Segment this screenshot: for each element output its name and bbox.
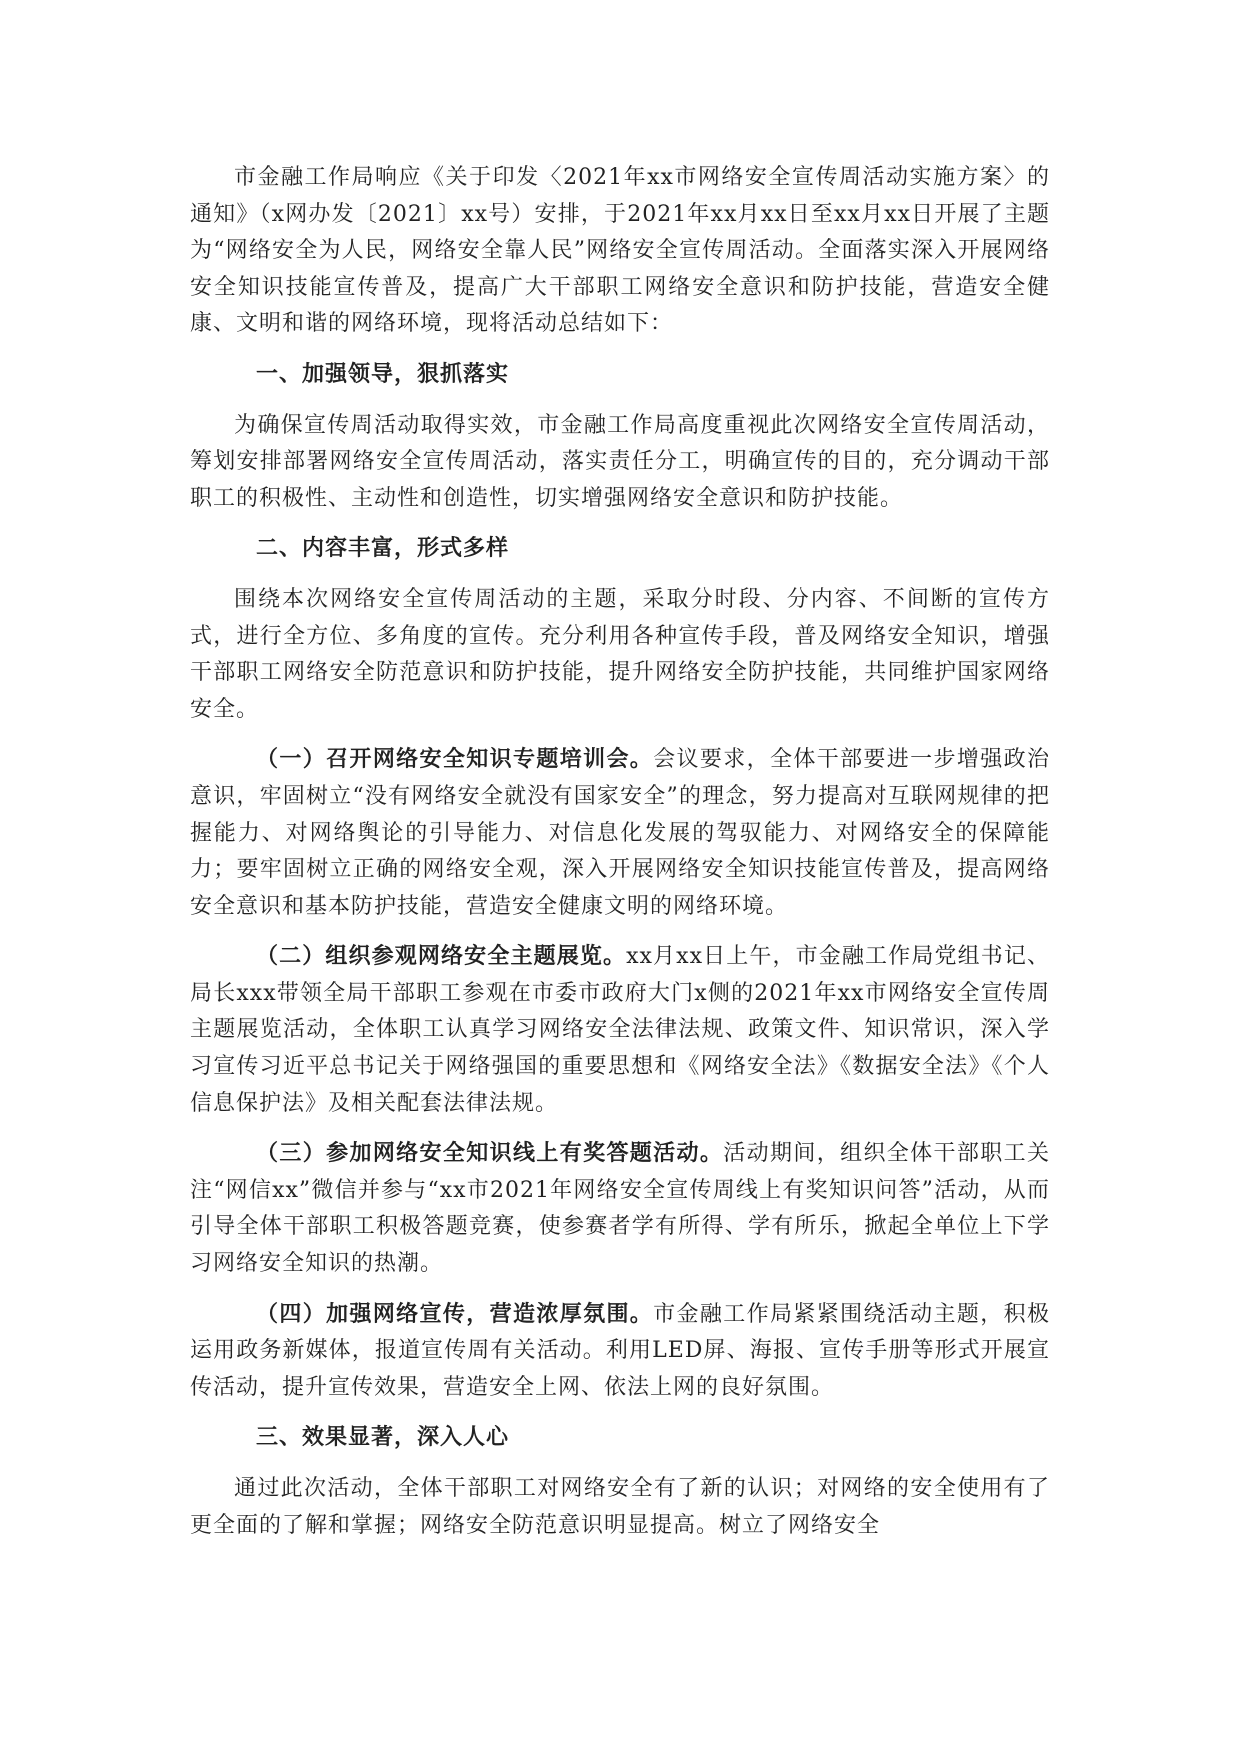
item-3-lead: （三）参加网络安全知识线上有奖答题活动。 <box>256 1141 724 1167</box>
section-1-body: 为确保宣传周活动取得实效，市金融工作局高度重视此次网络安全宣传周活动，筹划安排部署网络安全宣传周活动，落实责任分工，明确宣传的目的，充分调动干部职工的积极性、主动性和创造性，切实增强网络安全意识和防护技能。 <box>190 412 1050 511</box>
section-2-item-3 <box>190 1136 1050 1282</box>
section-3-body: 通过此次活动，全体干部职工对网络安全有了新的认识；对网络的安全使用有了更全面的了解和掌握；网络安全防范意识明显提高。树立了网络安全 <box>190 1476 1050 1538</box>
item-1-lead: （一）召开网络安全知识专题培训会。 <box>256 747 654 773</box>
item-4-lead: （四）加强网络宣传，营造浓厚氛围。 <box>256 1301 654 1327</box>
item-3-text: 活动期间，组织全体干部职工关注“网信xx”微信并参与“xx市2021年网络安全宣传周线上有奖知识问答”活动，从而引导全体干部职工积极答题竞赛，使参赛者学有所得、学有所乐，掀起全单位上下学习网络安全知识的热潮。 <box>190 1141 1050 1277</box>
section-2-item-1 <box>190 742 1050 925</box>
section-3-heading: 三、效果显著，深入人心 <box>256 1425 510 1451</box>
section-1-heading: 一、加强领导，狠抓落实 <box>256 361 510 387</box>
section-2-heading: 二、内容丰富，形式多样 <box>256 536 510 562</box>
intro-paragraph: 市金融工作局响应《关于印发〈2021年xx市网络安全宣传周活动实施方案〉的通知》（x网办发〔2021〕xx号）安排，于2021年xx月xx日至xx月xx日开展了主题为“网络安全为人民，网络安全靠人民”网络安全宣传周活动。全面落实深入开展网络安全知识技能宣传普及，提高广大干部职工网络安全意识和防护技能，营造安全健康、文明和谐的网络环境，现将活动总结如下： <box>190 165 1050 337</box>
document-page <box>190 160 1050 1558</box>
section-2-item-2 <box>190 939 1050 1122</box>
section-2-item-4 <box>190 1297 1050 1407</box>
item-2-text: xx月xx日上午，市金融工作局党组书记、局长xxx带领全局干部职工参观在市委市政府大门x侧的2021年xx市网络安全宣传周主题展览活动，全体职工认真学习网络安全法律法规、政策文件、知识常识，深入学习宣传习近平总书记关于网络强国的重要思想和《网络安全法》《数据安全法》《个人信息保护法》及相关配套法律法规。 <box>190 944 1050 1116</box>
item-2-lead: （二）组织参观网络安全主题展览。 <box>256 944 627 970</box>
item-1-text: 会议要求，全体干部要进一步增强政治意识，牢固树立“没有网络安全就没有国家安全”的理念，努力提高对互联网规律的把握能力、对网络舆论的引导能力、对信息化发展的驾驭能力、对网络安全的保障能力；要牢固树立正确的网络安全观，深入开展网络安全知识技能宣传普及，提高网络安全意识和基本防护技能，营造安全健康文明的网络环境。 <box>190 747 1050 919</box>
section-2-body: 围绕本次网络安全宣传周活动的主题，采取分时段、分内容、不间断的宣传方式，进行全方位、多角度的宣传。充分利用各种宣传手段，普及网络安全知识，增强干部职工网络安全防范意识和防护技能，提升网络安全防护技能，共同维护国家网络安全。 <box>190 586 1050 722</box>
item-4-text: 市金融工作局紧紧围绕活动主题，积极运用政务新媒体，报道宣传周有关活动。利用LED屏、海报、宣传手册等形式开展宣传活动，提升宣传效果，营造安全上网、依法上网的良好氛围。 <box>190 1301 1050 1400</box>
